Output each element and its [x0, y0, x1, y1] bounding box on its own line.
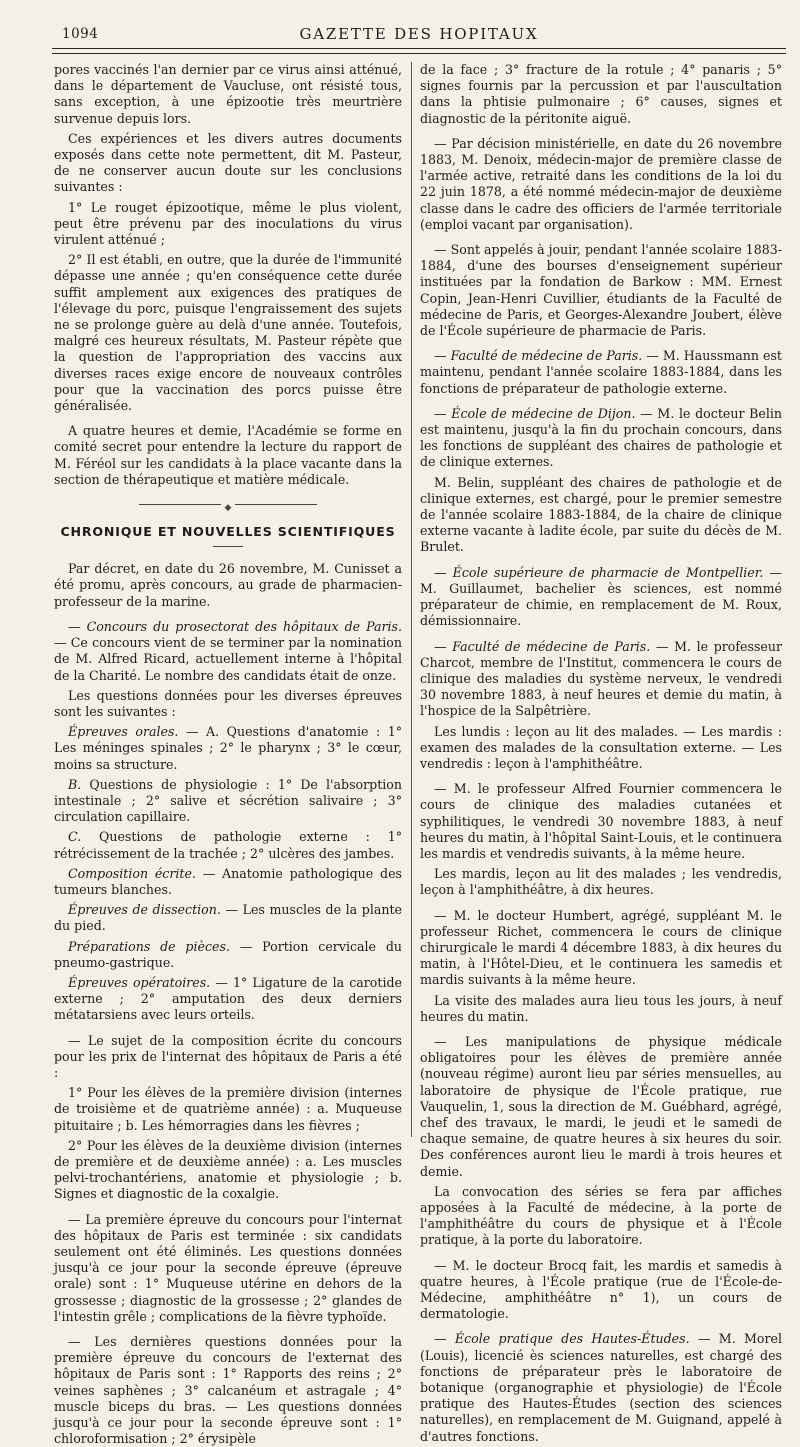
paragraph-body: — M. le professeur Charcot, membre de l'Institut, commencera le cours de clinique des maladies du système nerveux, le vendredi 30 novembre 1883, à neuf heures et demie du matin, à l'hospice de la Salpêtrière.: [420, 638, 782, 719]
paragraph: Ces expériences et les divers autres documents exposés dans cette note permettent, dit M. Pasteur, de ne conserver aucun doute sur les conclusions suivantes :: [54, 130, 402, 195]
paragraph-body: — M. Haussmann est maintenu, pendant l'année scolaire 1883-1884, dans les fonctions de préparateur de pathologie externe.: [420, 348, 782, 396]
right-column: [420, 62, 782, 1444]
paragraph-heading: Épreuves opératoires.: [68, 974, 211, 990]
paragraph-heading: — École de médecine de Dijon.: [434, 405, 636, 421]
paragraph-body: — M. Morel (Louis), licencié ès sciences naturelles, est chargé des fonctions de préparateur près le laboratoire de botanique (organographie et physiologie) de l'École pratique des Hautes-Études (section des sciences naturelles), en remplacement de M. Guignand, appelé à d'autres fonctions.: [420, 1331, 782, 1444]
paragraph: [420, 565, 782, 630]
paragraph: — Par décision ministérielle, en date du 26 novembre 1883, M. Denoix, médecin-major de première classe de l'armée active, retraité dans les conditions de la loi du 22 juin 1878, a été nommé médecin-major de deuxième classe dans le cadre des officiers de l'armée territoriale (emploi vacant par organisation).: [420, 135, 782, 232]
paragraph: pores vaccinés l'an dernier par ce virus ainsi atténué, dans le département de Vaucluse, ont résisté tous, sans exception, à une épizootie très meurtrière survenue depuis lors.: [54, 62, 402, 126]
paragraph: — Les manipulations de physique médicale obligatoires pour les élèves de première année (nouveau régime) auront lieu par séries mensuelles, au laboratoire de physique de l'École pratique, rue Vauquelin, 1, sous la direction de M. Guébhard, agrégé, chef des travaux, le mardi, le jeudi et le samedi de chaque semaine, de quatre heures à six heures du soir. Des conférences auront lieu le mardi à trois heures et demie.: [420, 1033, 782, 1179]
paragraph-heading: — Concours du prosectorat des hôpitaux de Paris.: [68, 618, 402, 634]
paragraph: La convocation des séries se fera par affiches apposées à la Faculté de médecine, à la porte de l'amphithéâtre du cours de physique et à l'École pratique, à la porte du laboratoire.: [420, 1183, 782, 1248]
running-title: GAZETTE DES HOPITAUX: [299, 25, 539, 43]
page-number: 1094: [62, 26, 99, 42]
paragraph-body: Questions de pathologie externe : 1° rétrécissement de la trachée ; 2° ulcères des jambes.: [54, 829, 402, 861]
heading-rule: [213, 546, 243, 547]
paragraph: [54, 902, 402, 934]
diamond-ornament-icon: ◆: [221, 503, 236, 513]
paragraph-heading: Préparations de pièces.: [68, 938, 230, 954]
paragraph: [420, 1331, 782, 1444]
paragraph: Les questions données pour les diverses épreuves sont les suivantes :: [54, 687, 402, 719]
paragraph-heading: Épreuves de dissection.: [68, 902, 221, 918]
paragraph: 2° Pour les élèves de la deuxième division (internes de première et de deuxième année) : a. Les muscles pelvi-trochantériens, anatomie et physiologie ; b. Signes et diagnostic de la coxalgie.: [54, 1137, 402, 1202]
paragraph: [420, 639, 782, 720]
paragraph: [54, 975, 402, 1024]
paragraph-heading: — Faculté de médecine de Paris.: [434, 638, 651, 654]
paragraph: [54, 866, 402, 898]
paragraph: A quatre heures et demie, l'Académie se forme en comité secret pour entendre la lecture du rapport de M. Féréol sur les candidats à la place vacante dans la section de thérapeutique et matière médicale.: [54, 423, 402, 487]
paragraph-body: — M. Guillaumet, bachelier ès sciences, est nommé préparateur de chimie, en remplacement de M. Roux, démissionnaire.: [420, 564, 782, 629]
paragraph: — M. le docteur Humbert, agrégé, suppléant M. le professeur Richet, commencera le cours de clinique chirurgicale le mardi 4 décembre 1883, à dix heures du matin, à l'Hôtel-Dieu, et le continuera les samedis et mardis suivants à la même heure.: [420, 907, 782, 988]
paragraph: [420, 406, 782, 471]
paragraph-body: Questions de physiologie : 1° De l'absorption intestinale ; 2° salive et sécrétion salivaire ; 3° circulation capillaire.: [54, 776, 402, 825]
paragraph: — La première épreuve du concours pour l'internat des hôpitaux de Paris est terminée : six candidats seulement ont été éliminés. Les questions données jusqu'à ce jour pour la seconde épreuve (épreuve orale) sont : 1° Muqueuse utérine en dehors de la grossesse ; diagnostic de la grossesse ; 2° glandes de l'intestin grêle ; complications de la fièvre typhoïde.: [54, 1211, 402, 1324]
paragraph-body: — Ce concours vient de se terminer par la nomination de M. Alfred Ricard, actuellement interne à l'hôpital de la Charité. Le nombre des candidats était de onze.: [54, 635, 402, 683]
paragraph-body: — Les muscles de la plante du pied.: [54, 902, 402, 934]
paragraph-heading: B.: [68, 776, 82, 792]
page-header: [52, 22, 786, 44]
paragraph: — Les dernières questions données pour la première épreuve du concours de l'externat des hôpitaux de Paris sont : 1° Rapports des reins ; 2° veines saphènes ; 3° calcanéum et astragale ; 4° muscle biceps du bras. — Les questions données jusqu'à ce jour pour la seconde épreuve sont : 1° chloroformisation ; 2° érysipèle: [54, 1334, 402, 1447]
paragraph-body: — Portion cervicale du pneumo-gastrique.: [54, 938, 402, 970]
paragraph: 1° Le rouget épizootique, même le plus violent, peut être prévenu par des inoculations du virus virulent atténué ;: [54, 199, 402, 248]
paragraph: — M. le professeur Alfred Fournier commencera le cours de clinique des maladies cutanées et syphilitiques, le vendredi 30 novembre 1883, à neuf heures du matin, à l'hôpital Saint-Louis, et le continuera les mardis et vendredis suivants, à la même heure.: [420, 781, 782, 861]
section-heading: CHRONIQUE ET NOUVELLES SCIENTIFIQUES: [60, 524, 396, 540]
paragraph: 2° Il est établi, en outre, que la durée de l'immunité dépasse une année ; qu'en conséquence cette durée suffit amplement aux exigences des pratiques de l'élevage du porc, puisque l'engraissement des sujets ne se prolonge guère au delà d'une année. Toutefois, malgré ces heureux résultats, M. Pasteur répète que la question de l'appropriation des vaccins aux diverses races exige encore de nouveaux contrôles pour que la vaccination des porcs puisse être généralisée.: [54, 252, 402, 414]
paragraph: — Le sujet de la composition écrite du concours pour les prix de l'internat des hôpitaux de Paris a été :: [54, 1032, 402, 1080]
paragraph: [54, 777, 402, 826]
paragraph: [54, 619, 402, 684]
paragraph: — M. le docteur Brocq fait, les mardis et samedis à quatre heures, à l'École pratique (rue de l'École-de-Médecine, amphithéâtre n° 1), un cours de dermatologie.: [420, 1257, 782, 1322]
paragraph: La visite des malades aura lieu tous les jours, à neuf heures du matin.: [420, 992, 782, 1024]
paragraph: Les mardis, leçon au lit des malades ; les vendredis, leçon à l'amphithéâtre, à dix heures.: [420, 866, 782, 898]
paragraph-heading: Épreuves orales.: [68, 724, 179, 740]
paragraph: Les lundis : leçon au lit des malades. — Les mardis : examen des malades de la consultation externe. — Les vendredis : leçon à l'amphithéâtre.: [420, 723, 782, 771]
paragraph: — Sont appelés à jouir, pendant l'année scolaire 1883-1884, d'une des bourses d'enseignement supérieur instituées par la fondation de Barkow : MM. Ernest Copin, Jean-Henri Cuvillier, étudiants de la Faculté de médecine de Paris, et Georges-Alexandre Joubert, élève de l'École supérieure de pharmacie de Paris.: [420, 242, 782, 339]
paragraph-heading: C.: [68, 829, 82, 845]
header-rule: [52, 48, 786, 49]
paragraph: [420, 348, 782, 397]
paragraph-heading: — École pratique des Hautes-Études.: [434, 1331, 690, 1347]
paragraph-body: — 1° Ligature de la carotide externe ; 2° amputation des deux derniers métatarsiens avec leurs orteils.: [54, 974, 402, 1023]
paragraph: [54, 829, 402, 861]
paragraph: Par décret, en date du 26 novembre, M. Cunisset a été promu, après concours, au grade de pharmacien-professeur de la marine.: [54, 561, 402, 609]
paragraph: [54, 724, 402, 773]
section-ornament: [54, 498, 402, 514]
column-divider: [411, 62, 412, 1137]
paragraph-heading: Composition écrite.: [68, 865, 196, 881]
paragraph-heading: — Faculté de médecine de Paris.: [434, 348, 643, 364]
paragraph: de la face ; 3° fracture de la rotule ; 4° panaris ; 5° signes fournis par la percussion et par l'auscultation dans la phtisie pulmonaire ; 6° causes, signes et diagnostic de la péritonite aiguë.: [420, 62, 782, 126]
paragraph: [54, 939, 402, 971]
paragraph-body: — A. Questions d'anatomie : 1° Les méninges spinales ; 2° le pharynx ; 3° le cœur, moins sa structure.: [54, 724, 403, 772]
left-column: [54, 62, 403, 1447]
paragraph: M. Belin, suppléant des chaires de pathologie et de clinique externes, est chargé, pour le premier semestre de l'année scolaire 1883-1884, de la chaire de clinique externe vacante à ladite école, par suite du décès de M. Brulet.: [420, 474, 782, 555]
paragraph: 1° Pour les élèves de la première division (internes de troisième et de quatrième année) : a. Muqueuse pituitaire ; b. Les hémorragies dans les fièvres ;: [54, 1085, 402, 1133]
paragraph-body: — M. le docteur Belin est maintenu, jusqu'à la fin du prochain concours, dans les fonctions de suppléant des chaires de pathologie et de clinique externes.: [420, 405, 782, 470]
paragraph-heading: — École supérieure de pharmacie de Montpellier.: [434, 564, 764, 580]
paragraph-body: — Anatomie pathologique des tumeurs blanches.: [54, 865, 402, 897]
header-rule-thin: [52, 53, 786, 54]
